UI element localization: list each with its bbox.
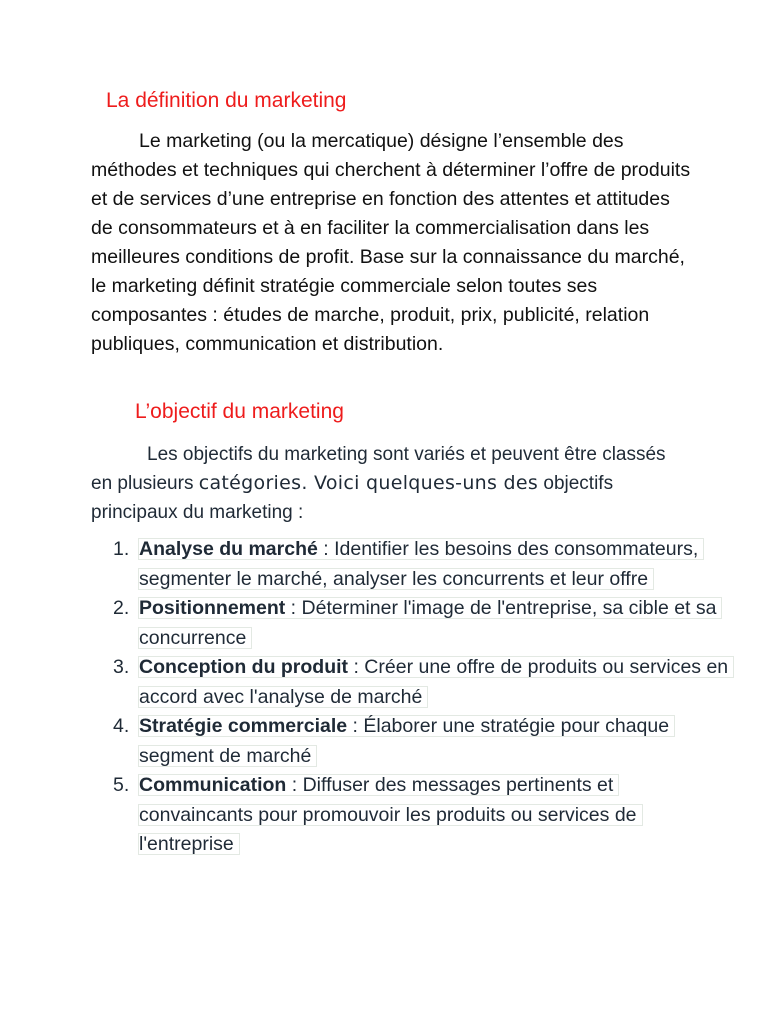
list-item-number: 5. [113, 774, 130, 796]
list-item [92, 653, 732, 712]
list-item-description: : Identifier les besoins des consommateurs, segmenter le marché, analyser les concurrents et leur offre [139, 538, 699, 590]
list-item-term: Positionnement [139, 597, 286, 619]
list-item-term: Communication [139, 774, 287, 796]
section-heading-objective: L’objectif du marketing [135, 400, 344, 423]
definition-paragraph: Le marketing (ou la mercatique) désigne l’ensemble des méthodes et techniques qui cherchent à déterminer l’offre de produits et de services d’une entreprise en fonction des attentes et attitudes de consommateurs et à en faciliter la commercialisation dans les meilleures conditions de profit. Base sur la connaissance du marché, le marketing définit stratégie commerciale selon toutes ses composantes : études de marche, produit, prix, publicité, relation publiques, communication et distribution. [91, 130, 691, 355]
list-item-number: 1. [113, 538, 130, 560]
list-item [92, 771, 732, 860]
objective-intro-paragraph [91, 440, 691, 527]
list-item [92, 594, 732, 653]
list-item-description: : Diffuser des messages pertinents et convaincants pour promouvoir les produits ou services de l'entreprise [139, 774, 637, 855]
intro-text-part-1: Les objectifs du marketing sont variés et peuvent être classés en plusieurs [91, 444, 666, 494]
list-item-description: : Élaborer une stratégie pour chaque segment de marché [139, 715, 670, 767]
list-item-number: 3. [113, 656, 130, 678]
list-item-description: : Déterminer l'image de l'entreprise, sa cible et sa concurrence [139, 597, 717, 649]
list-item-term: Analyse du marché [139, 538, 318, 560]
list-item-term: Conception du produit [139, 656, 349, 678]
list-item-term: Stratégie commerciale [139, 715, 348, 737]
list-item-number: 4. [113, 715, 130, 737]
list-item-number: 2. [113, 597, 130, 619]
list-item [92, 712, 732, 771]
section-heading-definition: La définition du marketing [106, 89, 347, 112]
intro-text-part-3: objectifs principaux du marketing : [91, 473, 614, 523]
list-item-description: : Créer une offre de produits ou services en accord avec l'analyse de marché [139, 656, 729, 708]
list-item [92, 535, 732, 594]
intro-text-part-2: catégories. Voici quelques-uns des [198, 472, 539, 494]
objectives-list [92, 535, 732, 860]
